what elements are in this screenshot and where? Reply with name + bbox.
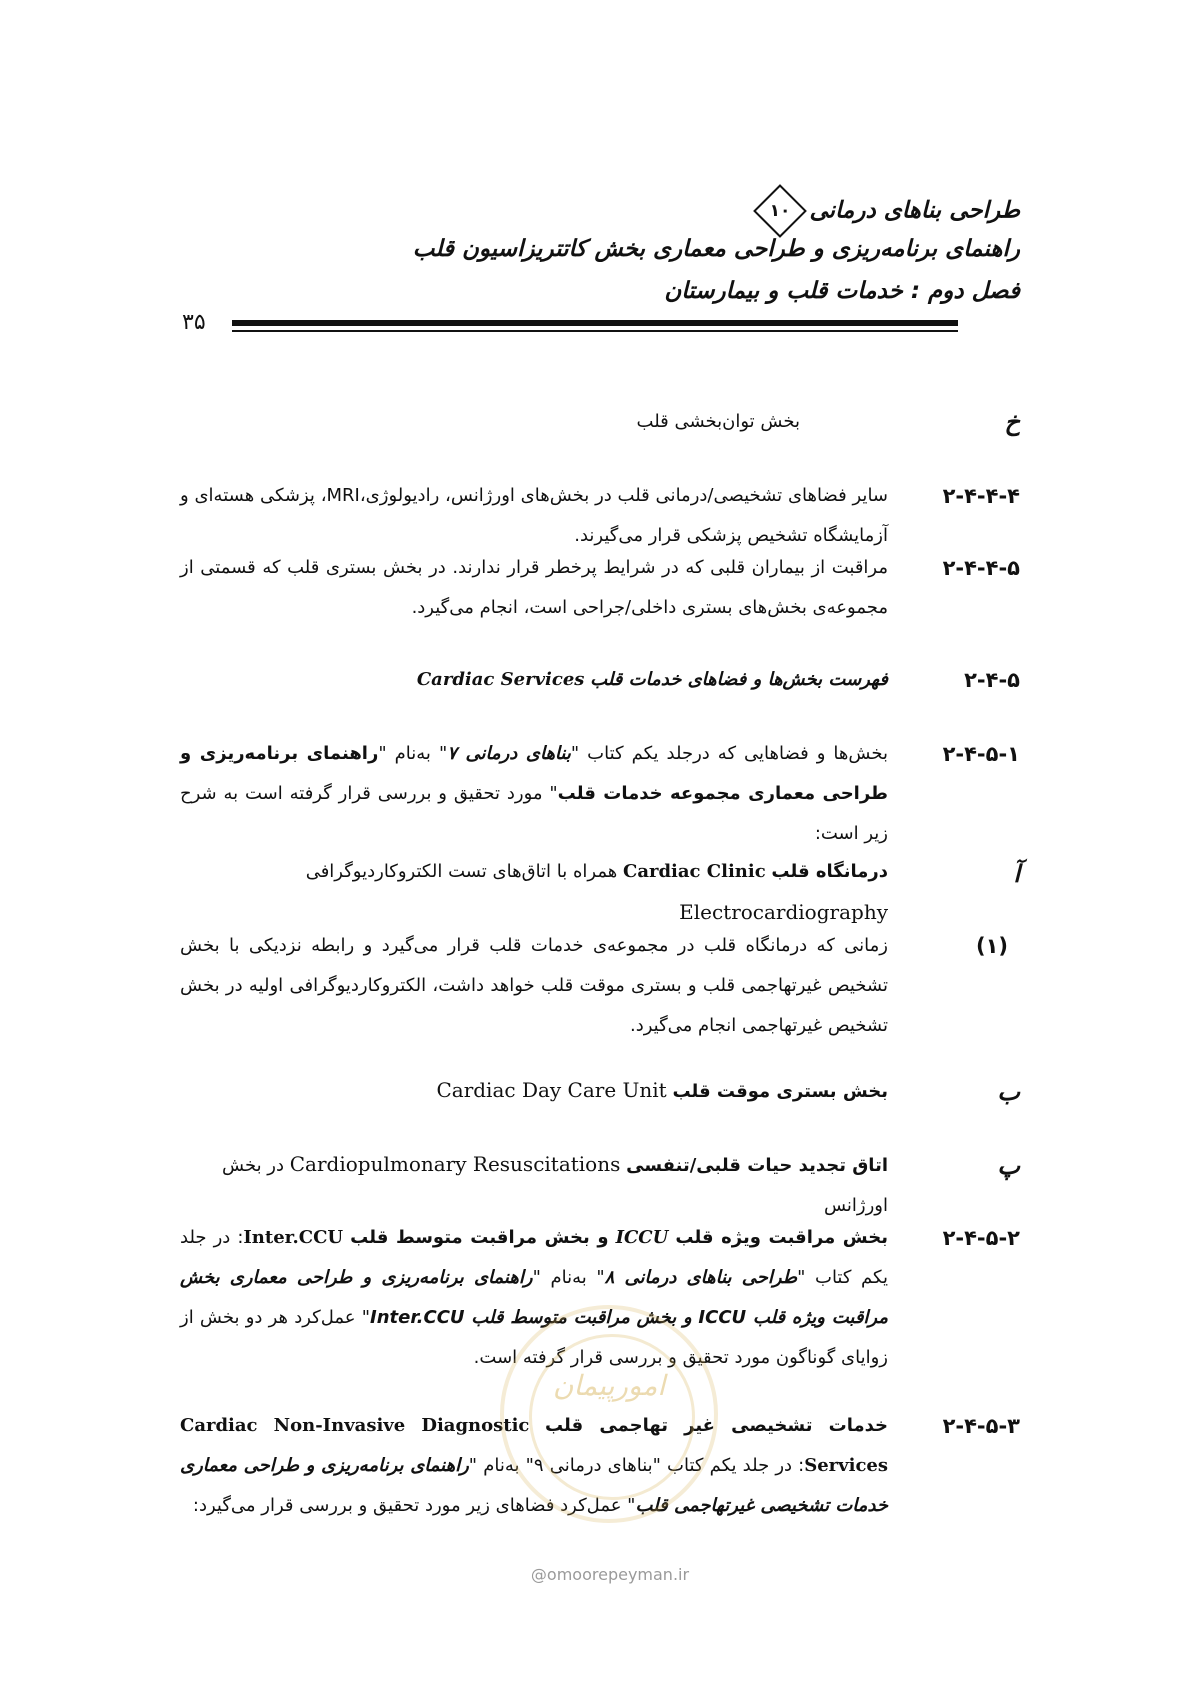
list-item	[180, 1078, 1020, 1118]
item-text: درمانگاه قلب Cardiac Clinic همراه با اتاق‌های تست الکتروکاردیوگرافی Electrocardiography	[305, 861, 888, 924]
item-text: خدمات تشخیصی غیر تهاجمی قلب Cardiac Non-Invasive Diagnostic Services: در جلد یکم کتاب "بناهای درمانی ۹" به‌نام "راهنمای برنامه‌ریزی و طراحی معماری خدمات تشخیصی غیرتهاجمی قلب" عمل‌کرد فضاهای زیر مورد تحقیق و بررسی قرار می‌گیرد:	[180, 1415, 888, 1516]
page-number: ۳۵	[182, 310, 206, 335]
item-number: (۱)	[975, 934, 1008, 958]
list-item	[180, 742, 1020, 844]
watermark-url: @omoorepeyman.ir	[530, 1565, 690, 1584]
watermark-ring	[529, 1334, 695, 1500]
list-item	[180, 556, 1020, 636]
item-number: خ	[1004, 408, 1020, 436]
item-number: ۲-۴-۴-۵	[942, 556, 1020, 580]
section-heading	[180, 668, 1020, 708]
book-title: راهنمای برنامه‌ریزی و طراحی معماری بخش کاتتریزاسیون قلب	[412, 236, 1020, 262]
item-number: پ	[997, 1152, 1020, 1180]
item-text: بخش بستری موقت قلب Cardiac Day Care Unit	[436, 1078, 888, 1102]
list-item	[180, 1152, 1020, 1216]
heading-latin: Cardiac Services	[416, 669, 585, 690]
item-number: ۲-۴-۵	[964, 668, 1020, 692]
item-number: ۲-۴-۵-۱	[942, 742, 1020, 766]
watermark-logo-text: امورپیمان	[552, 1369, 666, 1402]
item-number: آ	[1013, 860, 1020, 888]
item-number: ۲-۴-۵-۳	[942, 1414, 1020, 1438]
heading-text: فهرست بخش‌ها و فضاهای خدمات قلب	[590, 669, 888, 690]
item-number: ۲-۴-۵-۲	[942, 1226, 1020, 1250]
item-text: بخش مراقبت ویژه قلب ICCU و بخش مراقبت متوسط قلب Inter.CCU: در جلد یکم کتاب "طراحی بناهای درمانی ۸" به‌نام "راهنمای برنامه‌ریزی و طراحی معماری بخش مراقبت ویژه قلب ICCU و بخش مراقبت متوسط قلب Inter.CCU" عمل‌کرد هر دو بخش از زوایای گوناگون مورد تحقیق و بررسی قرار گرفته است.	[180, 1227, 888, 1368]
item-text: بخش‌ها و فضاهایی که درجلد یکم کتاب "بناهای درمانی ۷" به‌نام "راهنمای برنامه‌ریزی و طراحی معماری مجموعه خدمات قلب" مورد تحقیق و بررسی قرار گرفته است به شرح زیر است:	[180, 743, 888, 844]
list-item	[180, 860, 1020, 924]
item-text: زمانی که درمانگاه قلب در مجموعه‌ی خدمات قلب قرار می‌گیرد و رابطه نزدیکی با بخش تشخیص غیرتهاجمی قلب و بستری موقت قلب خواهد داشت، الکتروکاردیوگرافی اولیه در بخش تشخیص غیرتهاجمی انجام می‌گیرد.	[180, 935, 888, 1036]
item-text: مراقبت از بیماران قلبی که در شرایط پرخطر قرار ندارند. در بخش بستری قلب که قسمتی از مجموعه‌ی بخش‌های بستری داخلی/جراحی است، انجام می‌گیرد.	[180, 557, 888, 618]
item-text	[180, 660, 888, 700]
list-item	[180, 408, 1020, 448]
item-text: سایر فضاهای تشخیصی/درمانی قلب در بخش‌های اورژانس، رادیولوژی،MRI، پزشکی هسته‌ای و آزمایشگاه تشخیص پزشکی قرار می‌گیرند.	[180, 485, 889, 546]
series-number-badge: ۱۰	[754, 184, 808, 238]
list-item	[180, 934, 1020, 1054]
item-number: ب	[997, 1078, 1020, 1106]
header-rule-thin	[232, 330, 958, 332]
series-title: طراحی بناهای درمانی ۱۰	[751, 192, 1020, 230]
chapter-title: فصل دوم : خدمات قلب و بیمارستان	[664, 278, 1020, 304]
item-text: بخش توان‌بخشی قلب	[636, 411, 800, 432]
watermark-logo	[500, 1305, 718, 1523]
item-text: اتاق تجدید حیات قلبی/تنفسی Cardiopulmonary Resuscitations در بخش اورژانس	[222, 1152, 888, 1216]
item-number: ۲-۴-۴-۴	[942, 484, 1020, 508]
header-rule	[232, 320, 958, 326]
